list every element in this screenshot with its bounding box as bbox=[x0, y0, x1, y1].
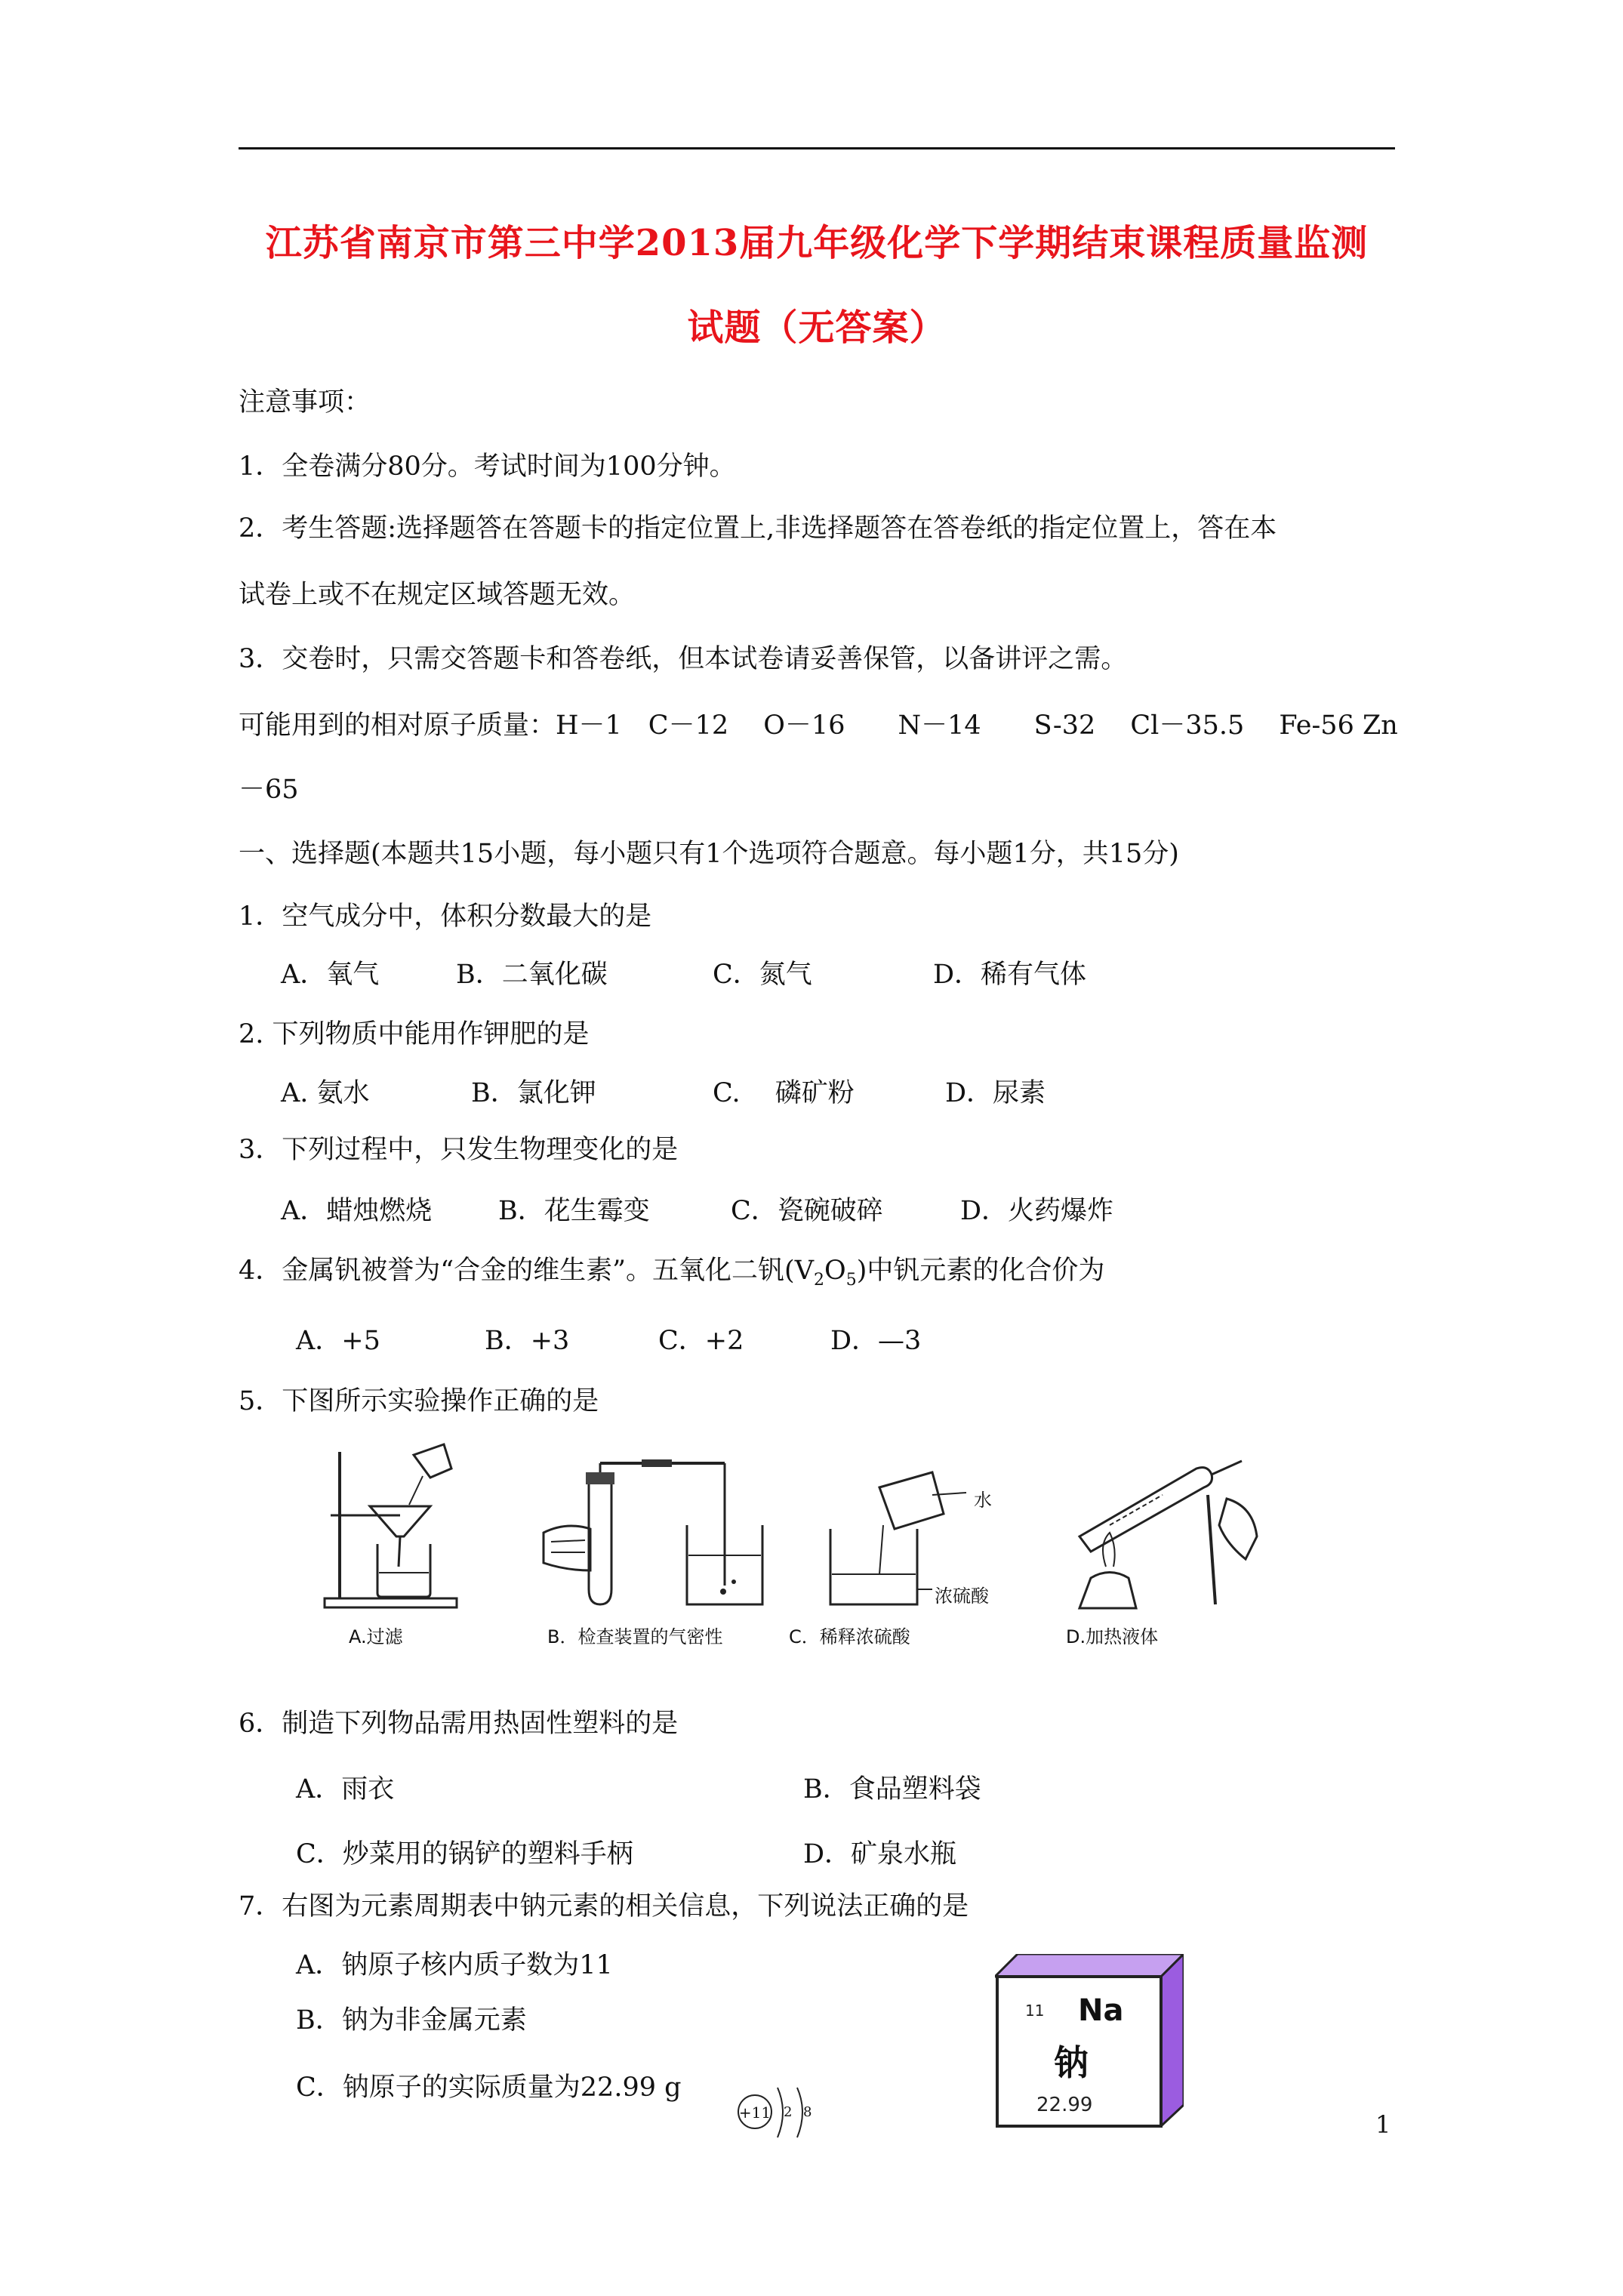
page-title-line1: 江苏省南京市第三中学2013届九年级化学下学期结束课程质量监测 bbox=[265, 222, 1369, 264]
heating-liquid-figure bbox=[1064, 1453, 1268, 1616]
notice-item-1: 1．全卷满分80分。考试时间为100分钟。 bbox=[239, 451, 736, 482]
q1-option-d: D．稀有气体 bbox=[933, 960, 1087, 990]
q4-stem: 4．金属钒被誉为“合金的维生素”。五氧化二钒$(V_2O_5)$中钒元素的化合价为 bbox=[239, 1256, 1105, 1290]
atomic-masses: 可能用到的相对原子质量：H－1 C－12 O－16 N－14 S-32 Cl－35.5 Fe-56 Zn bbox=[239, 710, 1398, 741]
q6-option-d: D．矿泉水瓶 bbox=[803, 1839, 957, 1869]
q4-option-b: B．+3 bbox=[485, 1326, 570, 1356]
q4-option-d: D．—3 bbox=[830, 1326, 922, 1356]
page-number: 1 bbox=[1375, 2110, 1391, 2139]
header-rule bbox=[239, 147, 1395, 149]
tile-atomic-number: 11 bbox=[1025, 2002, 1045, 2020]
q7-option-a: A．钠原子核内质子数为11 bbox=[296, 1950, 613, 1980]
atom-shell-1: 2 bbox=[784, 2104, 793, 2120]
q1-option-c: C．氮气 bbox=[713, 960, 812, 990]
page-title-line2: 试题（无答案） bbox=[687, 307, 947, 349]
q2-option-c: C. 磷矿粉 bbox=[713, 1078, 855, 1108]
q7-option-c: C．钠原子的实际质量为22.99 g bbox=[296, 2073, 682, 2103]
airtightness-figure bbox=[536, 1457, 785, 1616]
notice-item-2a: 2．考生答题:选择题答在答题卡的指定位置上,非选择题答在答卷纸的指定位置上，答在本 bbox=[239, 513, 1277, 544]
notice-item-2b: 试卷上或不在规定区域答题无效。 bbox=[239, 580, 636, 610]
tile-symbol: Na bbox=[1078, 1993, 1124, 2028]
notice-heading: 注意事项： bbox=[239, 387, 371, 418]
q3-option-d: D．火药爆炸 bbox=[960, 1196, 1114, 1226]
figure-c-caption: C．稀释浓硫酸 bbox=[789, 1626, 910, 1647]
q2-option-d: D．尿素 bbox=[945, 1078, 1046, 1108]
q3-option-b: B．花生霉变 bbox=[498, 1196, 650, 1226]
tile-mass: 22.99 bbox=[1036, 2094, 1093, 2116]
figure-a-caption: A.过滤 bbox=[349, 1626, 403, 1647]
tile-name: 钠 bbox=[1054, 2042, 1089, 2083]
q4-option-a: A．+5 bbox=[296, 1326, 380, 1356]
q4-sub-5: 5 bbox=[845, 1271, 857, 1290]
q1-stem: 1．空气成分中，体积分数最大的是 bbox=[239, 901, 652, 932]
q3-stem: 3．下列过程中，只发生物理变化的是 bbox=[239, 1135, 679, 1165]
q6-option-a: A．雨衣 bbox=[296, 1774, 395, 1804]
q3-option-c: C．瓷碗破碎 bbox=[731, 1196, 883, 1226]
q2-stem: 2. 下列物质中能用作钾肥的是 bbox=[239, 1019, 590, 1049]
sodium-element-tile bbox=[995, 1954, 1184, 2128]
q6-option-b: B．食品塑料袋 bbox=[803, 1774, 981, 1804]
q4-sub-2: 2 bbox=[814, 1271, 824, 1290]
q2-option-b: B．氯化钾 bbox=[471, 1078, 596, 1108]
q1-option-a: A．氧气 bbox=[281, 960, 380, 990]
q3-option-a: A．蜡烛燃烧 bbox=[281, 1196, 433, 1226]
figure-b-caption: B．检查装置的气密性 bbox=[547, 1626, 723, 1647]
q7-option-b: B．钠为非金属元素 bbox=[296, 2005, 527, 2036]
section-heading: 一、选择题(本题共15小题，每小题只有1个选项符合题意。每小题1分，共15分) bbox=[239, 839, 1179, 869]
q5-stem: 5．下图所示实验操作正确的是 bbox=[239, 1386, 599, 1416]
q6-option-c: C．炒菜用的锅铲的塑料手柄 bbox=[296, 1839, 633, 1869]
atomic-masses-cont: －65 bbox=[239, 775, 299, 805]
filtration-figure bbox=[317, 1438, 460, 1612]
q1-option-b: B．二氧化碳 bbox=[456, 960, 608, 990]
atom-nucleus: +11 bbox=[738, 2103, 771, 2122]
sodium-atom-structure bbox=[734, 2080, 824, 2144]
q6-stem: 6．制造下列物品需用热固性塑料的是 bbox=[239, 1709, 679, 1739]
notice-item-3: 3．交卷时，只需交答题卡和答卷纸，但本试卷请妥善保管，以备讲评之需。 bbox=[239, 644, 1128, 674]
atom-shell-2: 8 bbox=[803, 2104, 812, 2120]
q7-stem: 7．右图为元素周期表中钠元素的相关信息，下列说法正确的是 bbox=[239, 1891, 969, 1922]
q4-option-c: C．+2 bbox=[658, 1326, 744, 1356]
figure-d-caption: D.加热液体 bbox=[1066, 1626, 1159, 1647]
q2-option-a: A. 氨水 bbox=[281, 1078, 370, 1108]
acid-label: 浓硫酸 bbox=[935, 1586, 989, 1607]
water-label: 水 bbox=[974, 1490, 992, 1511]
